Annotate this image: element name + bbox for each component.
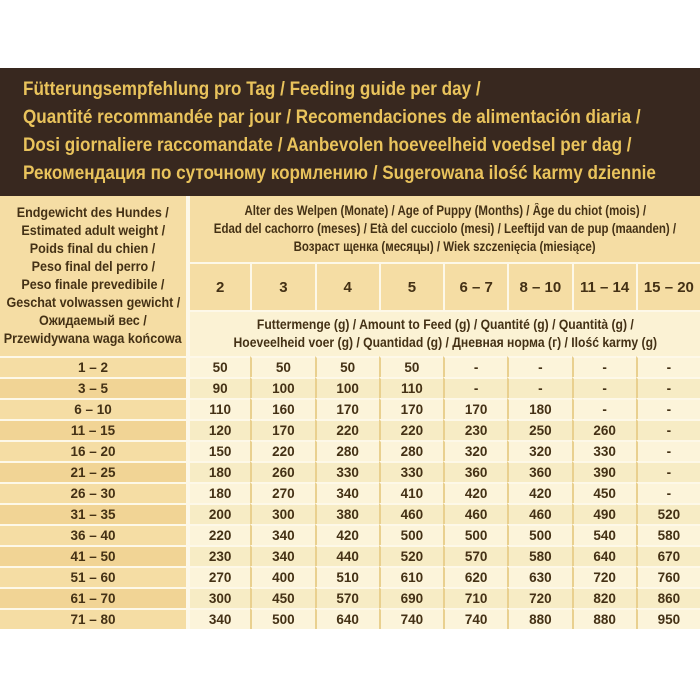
feed-amount-cell: 340 [186, 608, 250, 629]
feed-amount-cell: 330 [572, 440, 636, 461]
feed-amount-cell: 100 [250, 377, 314, 398]
feed-amount-cell: 570 [443, 545, 507, 566]
feed-amount-cell: - [572, 398, 636, 419]
feed-amount-cell: 270 [250, 482, 314, 503]
feed-amount-cell: 120 [186, 419, 250, 440]
feed-amount-cell: 450 [572, 482, 636, 503]
feed-amount-cell: 500 [379, 524, 443, 545]
weight-row-label: 16 – 20 [0, 440, 186, 461]
feed-amount-cell: 50 [186, 356, 250, 377]
weight-row-label: 11 – 15 [0, 419, 186, 440]
feed-amount-cell: 690 [379, 587, 443, 608]
weight-row-label: 6 – 10 [0, 398, 186, 419]
feed-amount-cell: 880 [507, 608, 571, 629]
text-line: Quantité recommandée par jour / Recomendaciones de alimentación diaria / [23, 107, 641, 128]
text-line: Fütterungsempfehlung pro Tag / Feeding guide per day / [23, 79, 481, 100]
feed-amount-cell: 150 [186, 440, 250, 461]
feed-amount-cell: 320 [443, 440, 507, 461]
feed-amount-cell: 440 [315, 545, 379, 566]
weight-row-label: 31 – 35 [0, 503, 186, 524]
feed-amount-cell: 570 [315, 587, 379, 608]
feed-amount-cell: - [636, 461, 700, 482]
feed-amount-cell: 50 [379, 356, 443, 377]
feed-amount-cell: 460 [507, 503, 571, 524]
feed-amount-cell: 280 [315, 440, 379, 461]
feed-amount-cell: 260 [572, 419, 636, 440]
feed-amount-cell: 740 [379, 608, 443, 629]
feed-amount-cell: 410 [379, 482, 443, 503]
feed-amount-cell: - [636, 482, 700, 503]
feed-amount-cell: 520 [636, 503, 700, 524]
text-line: Ожидаемый вес / [39, 313, 147, 328]
weight-row-label: 21 – 25 [0, 461, 186, 482]
feed-amount-cell: 180 [507, 398, 571, 419]
weight-row-label: 26 – 30 [0, 482, 186, 503]
feed-amount-cell: 580 [636, 524, 700, 545]
weight-row-label: 3 – 5 [0, 377, 186, 398]
feed-amount-cell: 320 [507, 440, 571, 461]
feed-amount-cell: 300 [250, 503, 314, 524]
feed-amount-cell: - [636, 377, 700, 398]
feed-amount-cell: 90 [186, 377, 250, 398]
weight-row-label: 36 – 40 [0, 524, 186, 545]
feed-amount-cell: 510 [315, 566, 379, 587]
feed-amount-cell: 420 [507, 482, 571, 503]
text-line: Peso final del perro / [31, 259, 155, 274]
text-line: Estimated adult weight / [21, 223, 165, 238]
feed-amount-cell: - [636, 398, 700, 419]
feed-amount-cell: 220 [186, 524, 250, 545]
feed-amount-cell: 180 [186, 461, 250, 482]
weight-row-label: 41 – 50 [0, 545, 186, 566]
text-line: Edad del cachorro (meses) / Età del cucciolo (mesi) / Leeftijd van de pup (maanden) / [213, 221, 677, 236]
text-line: Рекомендация по суточному кормлению / Sugerowana ilość karmy dziennie [23, 163, 656, 184]
text-line: Przewidywana waga końcowa [4, 331, 182, 346]
text-line: Возраст щенка (месяцы) / Wiek szczenięcia (miesiące) [294, 239, 596, 254]
feed-amount-cell: 720 [507, 587, 571, 608]
banner-title [23, 76, 700, 188]
weight-row-label: 61 – 70 [0, 587, 186, 608]
feed-amount-cell: 260 [250, 461, 314, 482]
weight-row-label: 1 – 2 [0, 356, 186, 377]
feed-amount-cell: 300 [186, 587, 250, 608]
feed-amount-cell: 220 [379, 419, 443, 440]
age-column-11–14: 11 – 14 [572, 262, 636, 310]
feed-amount-cell: 340 [250, 524, 314, 545]
weight-row-label: 51 – 60 [0, 566, 186, 587]
age-column-5: 5 [379, 262, 443, 310]
feed-amount-cell: 450 [250, 587, 314, 608]
feed-amount-cell: 50 [315, 356, 379, 377]
age-column-6–7: 6 – 7 [443, 262, 507, 310]
feed-amount-cell: - [636, 419, 700, 440]
feed-amount-cell: - [572, 356, 636, 377]
feed-amount-cell: 340 [250, 545, 314, 566]
feed-amount-cell: 170 [443, 398, 507, 419]
feed-amount-cell: 520 [379, 545, 443, 566]
age-column-8–10: 8 – 10 [507, 262, 571, 310]
text-line: Futtermenge (g) / Amount to Feed (g) / Quantité (g) / Quantità (g) / [256, 317, 634, 332]
title-banner [0, 68, 700, 196]
feed-amount-cell: 230 [443, 419, 507, 440]
feed-amount-cell: 360 [507, 461, 571, 482]
age-column-4: 4 [315, 262, 379, 310]
feed-amount-cell: 640 [315, 608, 379, 629]
feed-amount-cell: 610 [379, 566, 443, 587]
feed-amount-cell: - [507, 377, 571, 398]
feed-amount-cell: - [572, 377, 636, 398]
weight-row-label: 71 – 80 [0, 608, 186, 629]
feed-amount-cell: 360 [443, 461, 507, 482]
feeding-guide-table [0, 196, 700, 629]
feed-amount-cell: 100 [315, 377, 379, 398]
feed-amount-cell: 630 [507, 566, 571, 587]
feed-amount-cell: 280 [379, 440, 443, 461]
text-line: Hoeveelheid voer (g) / Quantidad (g) / Дневная норма (г) / Ilość karmy (g) [233, 335, 657, 350]
feed-amount-cell: 500 [443, 524, 507, 545]
feed-amount-cell: 640 [572, 545, 636, 566]
weight-column-header [0, 196, 186, 356]
feed-amount-cell: 160 [250, 398, 314, 419]
feed-amount-cell: 170 [379, 398, 443, 419]
feed-amount-cell: 250 [507, 419, 571, 440]
feed-amount-cell: 180 [186, 482, 250, 503]
amount-to-feed-header [186, 310, 700, 356]
feed-amount-cell: 170 [315, 398, 379, 419]
feed-amount-cell: 110 [379, 377, 443, 398]
feed-amount-cell: 880 [572, 608, 636, 629]
age-column-15–20: 15 – 20 [636, 262, 700, 310]
feed-amount-cell: 330 [315, 461, 379, 482]
feed-amount-cell: 220 [250, 440, 314, 461]
feed-amount-cell: 500 [507, 524, 571, 545]
feed-amount-cell: 110 [186, 398, 250, 419]
feed-amount-cell: 270 [186, 566, 250, 587]
text-line: Poids final du chien / [30, 241, 156, 256]
feed-amount-cell: 490 [572, 503, 636, 524]
age-column-2: 2 [186, 262, 250, 310]
feed-amount-cell: 420 [315, 524, 379, 545]
feed-amount-cell: 460 [379, 503, 443, 524]
feed-amount-cell: 820 [572, 587, 636, 608]
text-line: Alter des Welpen (Monate) / Age of Puppy (Months) / Âge du chiot (mois) / [244, 203, 646, 218]
feed-amount-cell: 390 [572, 461, 636, 482]
feed-amount-cell: - [636, 440, 700, 461]
feed-amount-cell: 340 [315, 482, 379, 503]
text-line: Peso finale prevedibile / [21, 277, 165, 292]
feed-amount-cell: 540 [572, 524, 636, 545]
text-line: Endgewicht des Hundes / [16, 205, 170, 220]
feed-amount-cell: 580 [507, 545, 571, 566]
feed-amount-cell: 710 [443, 587, 507, 608]
text-line: Geschat volwassen gewicht / [6, 295, 180, 310]
feed-amount-cell: 760 [636, 566, 700, 587]
text-line: Dosi giornaliere raccomandate / Aanbevolen hoeveelheid voedsel per dag / [23, 135, 632, 156]
feed-amount-cell: 860 [636, 587, 700, 608]
feed-amount-cell: - [443, 356, 507, 377]
feed-amount-cell: 220 [315, 419, 379, 440]
feed-amount-cell: 720 [572, 566, 636, 587]
feed-amount-cell: 380 [315, 503, 379, 524]
age-of-puppy-header [186, 196, 700, 262]
feed-amount-cell: 330 [379, 461, 443, 482]
feed-amount-cell: 500 [250, 608, 314, 629]
feed-amount-cell: 460 [443, 503, 507, 524]
feed-amount-cell: 400 [250, 566, 314, 587]
feed-amount-cell: 50 [250, 356, 314, 377]
feed-amount-cell: - [443, 377, 507, 398]
feed-amount-cell: 170 [250, 419, 314, 440]
feed-amount-cell: 230 [186, 545, 250, 566]
feed-amount-cell: 670 [636, 545, 700, 566]
feed-amount-cell: 200 [186, 503, 250, 524]
age-column-3: 3 [250, 262, 314, 310]
feed-amount-cell: 420 [443, 482, 507, 503]
feed-amount-cell: 620 [443, 566, 507, 587]
feed-amount-cell: 740 [443, 608, 507, 629]
feed-amount-cell: 950 [636, 608, 700, 629]
feed-amount-cell: - [636, 356, 700, 377]
feed-amount-cell: - [507, 356, 571, 377]
